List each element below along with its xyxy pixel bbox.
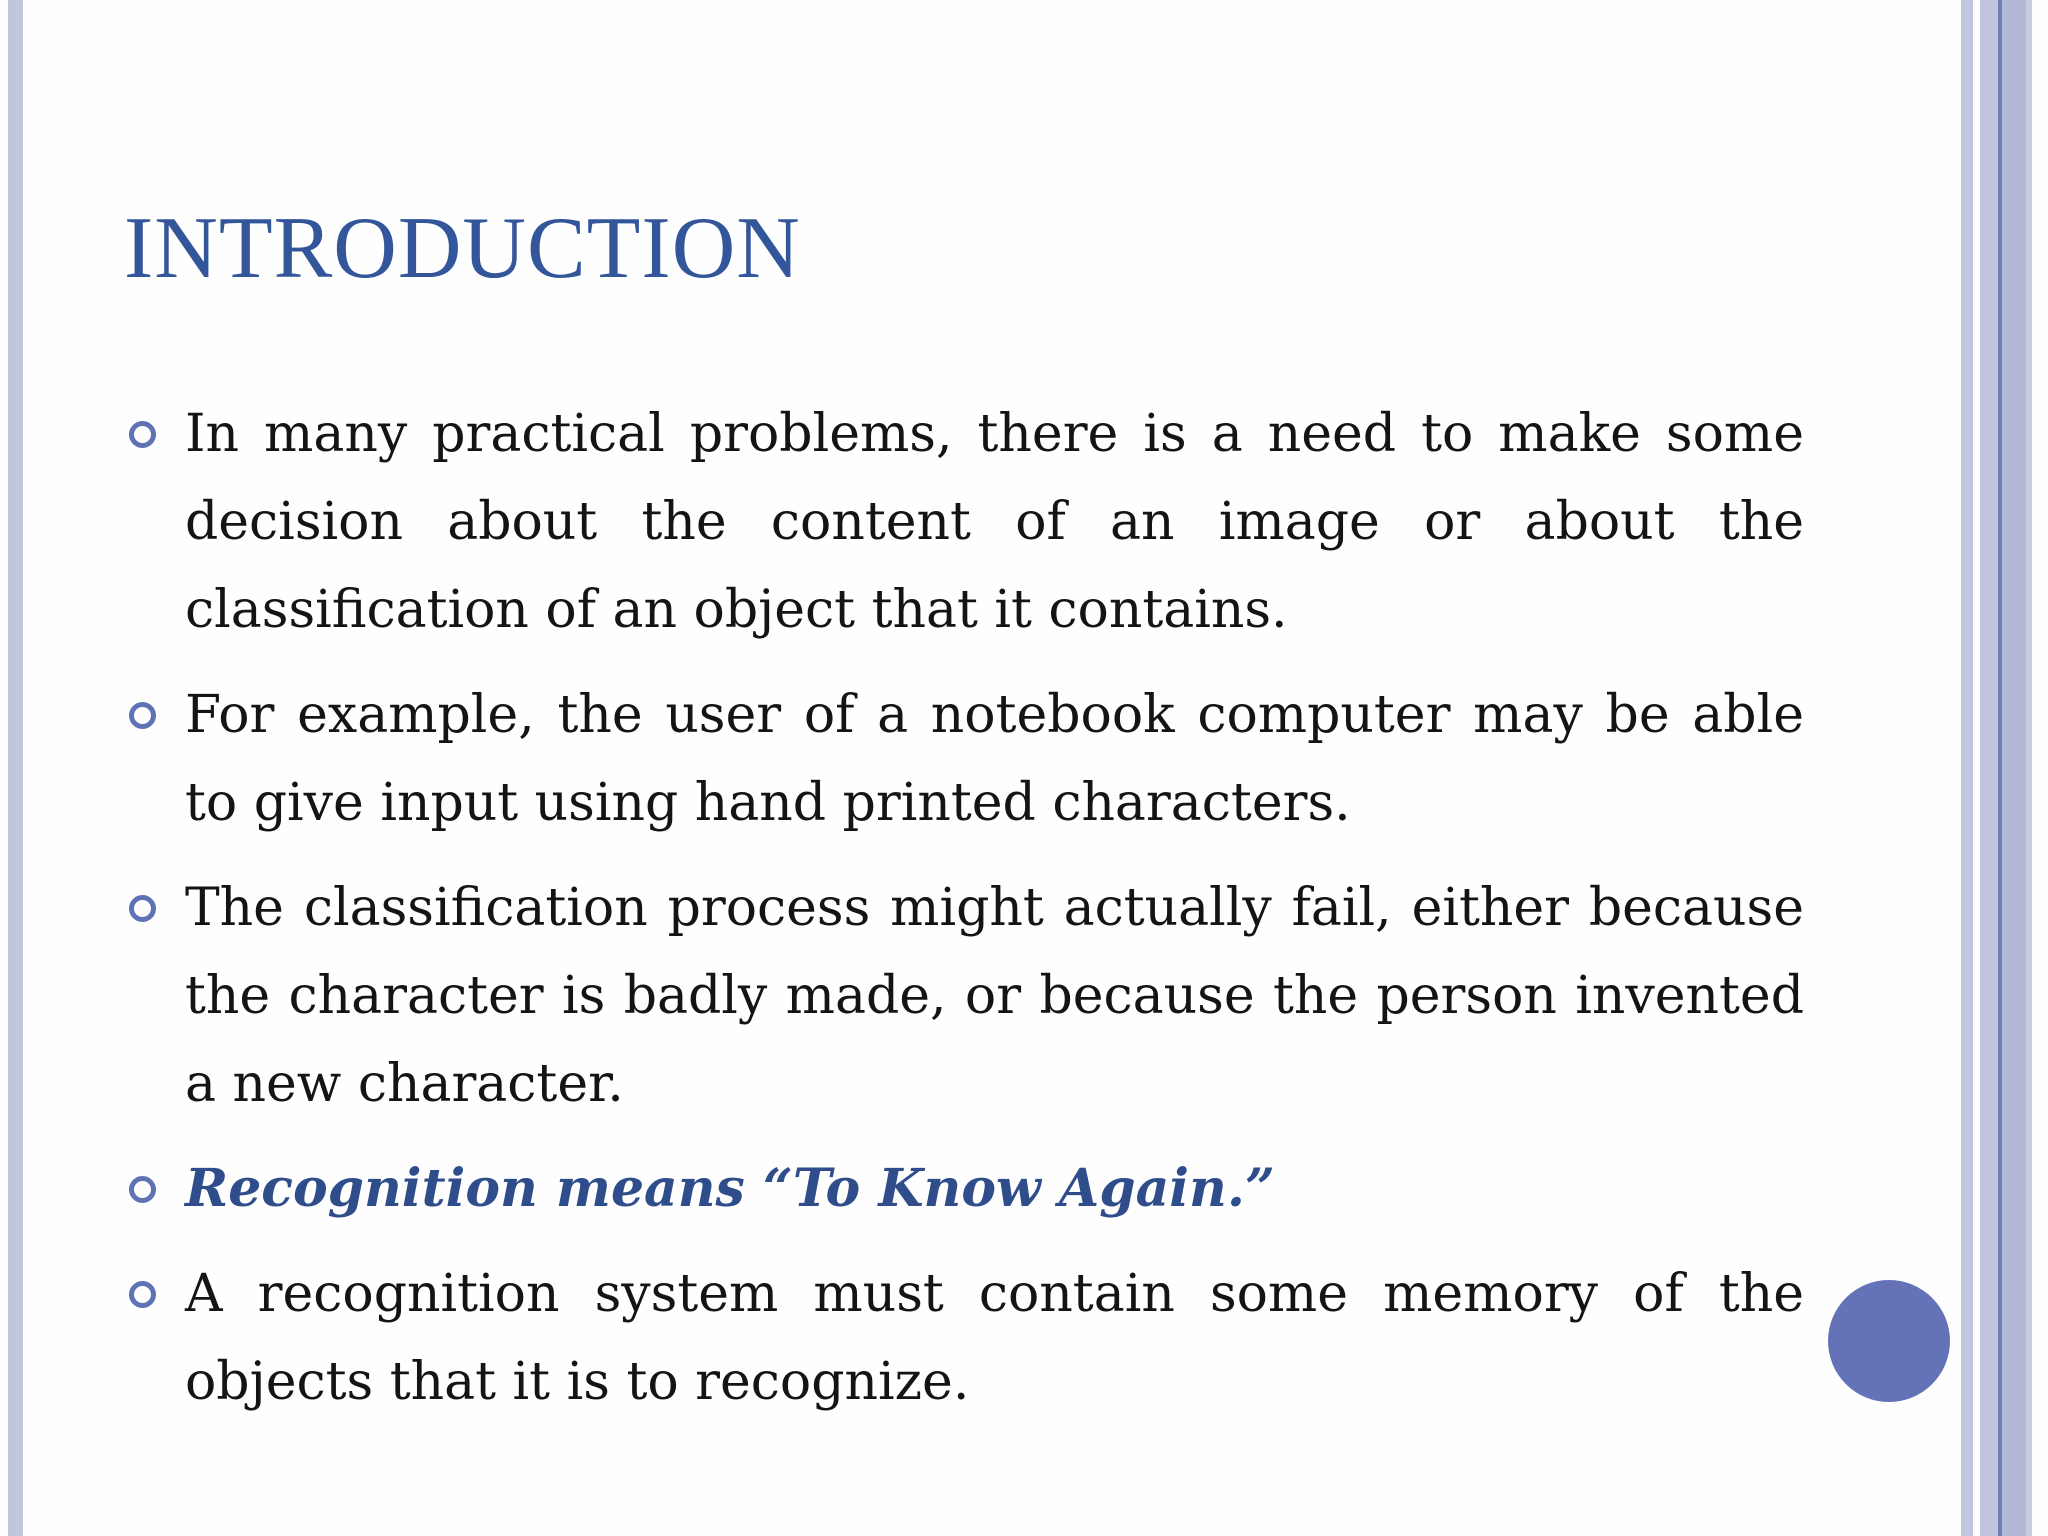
bullet-text: For example, the user of a notebook computer may be able to give input using hand printed characters. xyxy=(185,685,1804,833)
right-frame-bar xyxy=(2026,0,2032,1536)
ring-bullet-icon xyxy=(129,421,156,448)
bullet-list xyxy=(124,390,1804,1443)
ring-bullet-icon xyxy=(129,1176,156,1203)
right-frame-bar xyxy=(1961,0,1973,1536)
right-frame-bar xyxy=(1980,0,1998,1536)
bullet-item xyxy=(124,1250,1804,1426)
ring-bullet-icon xyxy=(129,1281,156,1308)
bullet-item xyxy=(124,864,1804,1128)
right-frame-bar xyxy=(2002,0,2026,1536)
bullet-text: A recognition system must contain some memory of the objects that it is to recognize. xyxy=(185,1264,1804,1412)
bullet-item-emphasis xyxy=(124,1145,1804,1233)
ring-bullet-icon xyxy=(129,702,156,729)
bullet-item xyxy=(124,671,1804,847)
slide-title: INTRODUCTION xyxy=(124,200,801,297)
bullet-text: In many practical problems, there is a need to make some decision about the content of an image or about the classification of an object that it contains. xyxy=(185,404,1804,640)
bullet-text-emphasis: Recognition means “To Know Again.” xyxy=(185,1158,1275,1219)
bullet-item xyxy=(124,390,1804,654)
left-frame-bar xyxy=(8,0,23,1536)
bullet-text: The classification process might actually fail, either because the character is badly made, or because the person invented a new character. xyxy=(185,878,1804,1114)
accent-circle-icon xyxy=(1828,1280,1950,1402)
ring-bullet-icon xyxy=(129,895,156,922)
